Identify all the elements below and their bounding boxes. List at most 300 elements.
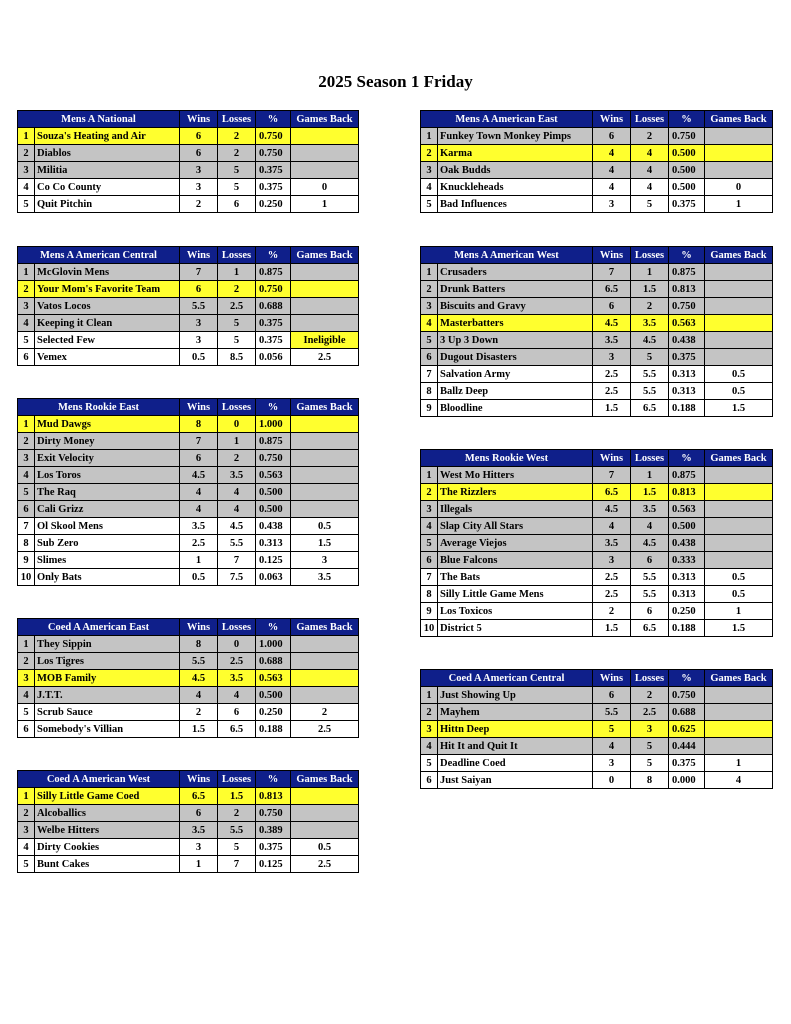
losses-cell: 7.5 bbox=[218, 569, 256, 586]
wins-cell: 6 bbox=[180, 805, 218, 822]
games-back-header: Games Back bbox=[705, 670, 773, 687]
table-row bbox=[421, 162, 773, 179]
pct-cell: 0.750 bbox=[669, 298, 705, 315]
table-row bbox=[421, 196, 773, 213]
games-back-header: Games Back bbox=[705, 247, 773, 264]
losses-cell: 6 bbox=[218, 704, 256, 721]
games-back-cell bbox=[291, 805, 359, 822]
wins-cell: 0.5 bbox=[180, 349, 218, 366]
pct-cell: 0.813 bbox=[256, 788, 291, 805]
standings-table-coed-a-american-west bbox=[17, 770, 359, 873]
table-row bbox=[421, 552, 773, 569]
team-name-cell: Just Saiyan bbox=[438, 772, 593, 789]
pct-cell: 0.750 bbox=[256, 145, 291, 162]
table-row bbox=[18, 281, 359, 298]
wins-cell: 2.5 bbox=[593, 586, 631, 603]
rank-cell: 8 bbox=[18, 535, 35, 552]
table-row bbox=[18, 162, 359, 179]
standings-table-mens-a-american-west bbox=[420, 246, 773, 417]
games-back-cell bbox=[705, 281, 773, 298]
wins-cell: 5.5 bbox=[180, 653, 218, 670]
losses-cell: 5.5 bbox=[631, 569, 669, 586]
games-back-header: Games Back bbox=[705, 450, 773, 467]
division-name: Mens Rookie East bbox=[18, 399, 180, 416]
table-row bbox=[421, 755, 773, 772]
team-name-cell: Welbe Hitters bbox=[35, 822, 180, 839]
pct-cell: 0.438 bbox=[669, 332, 705, 349]
table-row bbox=[421, 298, 773, 315]
team-name-cell: 3 Up 3 Down bbox=[438, 332, 593, 349]
wins-header: Wins bbox=[593, 247, 631, 264]
wins-cell: 5.5 bbox=[593, 704, 631, 721]
pct-cell: 0.313 bbox=[669, 366, 705, 383]
games-back-cell bbox=[291, 298, 359, 315]
wins-cell: 2.5 bbox=[593, 383, 631, 400]
team-name-cell: Just Showing Up bbox=[438, 687, 593, 704]
rank-cell: 2 bbox=[421, 145, 438, 162]
games-back-cell bbox=[291, 670, 359, 687]
team-name-cell: Your Mom's Favorite Team bbox=[35, 281, 180, 298]
table-row bbox=[421, 620, 773, 637]
games-back-cell: 0 bbox=[291, 179, 359, 196]
wins-header: Wins bbox=[593, 670, 631, 687]
pct-cell: 1.000 bbox=[256, 416, 291, 433]
wins-cell: 3.5 bbox=[180, 822, 218, 839]
games-back-cell bbox=[291, 450, 359, 467]
games-back-cell bbox=[705, 298, 773, 315]
table-row bbox=[18, 636, 359, 653]
wins-cell: 6.5 bbox=[180, 788, 218, 805]
losses-cell: 5 bbox=[218, 179, 256, 196]
pct-cell: 0.500 bbox=[256, 501, 291, 518]
rank-cell: 1 bbox=[421, 467, 438, 484]
wins-cell: 6 bbox=[180, 450, 218, 467]
pct-cell: 0.375 bbox=[256, 315, 291, 332]
losses-header: Losses bbox=[631, 111, 669, 128]
losses-cell: 2 bbox=[218, 450, 256, 467]
pct-header: % bbox=[256, 399, 291, 416]
rank-cell: 4 bbox=[18, 467, 35, 484]
table-row bbox=[18, 653, 359, 670]
wins-cell: 6 bbox=[593, 298, 631, 315]
team-name-cell: The Raq bbox=[35, 484, 180, 501]
rank-cell: 4 bbox=[18, 839, 35, 856]
rank-cell: 2 bbox=[421, 484, 438, 501]
losses-cell: 6.5 bbox=[631, 620, 669, 637]
rank-cell: 2 bbox=[421, 281, 438, 298]
team-name-cell: Mayhem bbox=[438, 704, 593, 721]
table-row bbox=[421, 687, 773, 704]
rank-cell: 6 bbox=[421, 552, 438, 569]
wins-cell: 8 bbox=[180, 416, 218, 433]
losses-cell: 6.5 bbox=[218, 721, 256, 738]
rank-cell: 2 bbox=[18, 433, 35, 450]
losses-cell: 1 bbox=[631, 264, 669, 281]
pct-header: % bbox=[669, 450, 705, 467]
losses-cell: 2 bbox=[631, 128, 669, 145]
losses-cell: 4 bbox=[631, 518, 669, 535]
games-back-cell bbox=[291, 484, 359, 501]
games-back-cell: 3.5 bbox=[291, 569, 359, 586]
pct-cell: 0.438 bbox=[256, 518, 291, 535]
losses-cell: 3.5 bbox=[218, 670, 256, 687]
losses-cell: 1.5 bbox=[218, 788, 256, 805]
losses-cell: 5 bbox=[218, 162, 256, 179]
games-back-cell bbox=[705, 315, 773, 332]
wins-cell: 4 bbox=[180, 687, 218, 704]
team-name-cell: Average Viejos bbox=[438, 535, 593, 552]
pct-cell: 0.125 bbox=[256, 856, 291, 873]
table-row bbox=[421, 128, 773, 145]
games-back-cell bbox=[291, 315, 359, 332]
games-back-header: Games Back bbox=[291, 247, 359, 264]
losses-cell: 4 bbox=[631, 162, 669, 179]
wins-cell: 0 bbox=[593, 772, 631, 789]
team-name-cell: They Sippin bbox=[35, 636, 180, 653]
wins-cell: 7 bbox=[180, 433, 218, 450]
table-row bbox=[18, 670, 359, 687]
table-row bbox=[421, 400, 773, 417]
pct-cell: 0.750 bbox=[669, 128, 705, 145]
pct-cell: 0.563 bbox=[669, 315, 705, 332]
games-back-cell: 1 bbox=[705, 755, 773, 772]
games-back-cell bbox=[705, 332, 773, 349]
rank-cell: 1 bbox=[18, 264, 35, 281]
wins-cell: 6.5 bbox=[593, 281, 631, 298]
losses-cell: 6 bbox=[631, 603, 669, 620]
losses-header: Losses bbox=[631, 670, 669, 687]
rank-cell: 6 bbox=[421, 772, 438, 789]
rank-cell: 2 bbox=[18, 281, 35, 298]
losses-cell: 5.5 bbox=[218, 822, 256, 839]
games-back-cell bbox=[291, 433, 359, 450]
team-name-cell: Mud Dawgs bbox=[35, 416, 180, 433]
rank-cell: 3 bbox=[18, 822, 35, 839]
games-back-cell: 2.5 bbox=[291, 721, 359, 738]
division-name: Mens Rookie West bbox=[421, 450, 593, 467]
losses-cell: 5 bbox=[218, 839, 256, 856]
pct-header: % bbox=[256, 247, 291, 264]
rank-cell: 9 bbox=[421, 603, 438, 620]
wins-cell: 3 bbox=[180, 332, 218, 349]
losses-header: Losses bbox=[218, 111, 256, 128]
team-name-cell: Funkey Town Monkey Pimps bbox=[438, 128, 593, 145]
losses-cell: 2 bbox=[218, 281, 256, 298]
wins-cell: 2.5 bbox=[180, 535, 218, 552]
rank-cell: 1 bbox=[421, 264, 438, 281]
rank-cell: 4 bbox=[421, 518, 438, 535]
wins-cell: 4 bbox=[593, 145, 631, 162]
losses-header: Losses bbox=[631, 450, 669, 467]
wins-header: Wins bbox=[180, 619, 218, 636]
wins-cell: 4 bbox=[593, 518, 631, 535]
team-name-cell: Dugout Disasters bbox=[438, 349, 593, 366]
pct-cell: 0.563 bbox=[669, 501, 705, 518]
losses-cell: 8 bbox=[631, 772, 669, 789]
team-name-cell: McGlovin Mens bbox=[35, 264, 180, 281]
rank-cell: 1 bbox=[18, 416, 35, 433]
table-row bbox=[18, 822, 359, 839]
table-row bbox=[18, 349, 359, 366]
division-name: Mens A National bbox=[18, 111, 180, 128]
rank-cell: 5 bbox=[18, 856, 35, 873]
losses-cell: 3.5 bbox=[218, 467, 256, 484]
table-row bbox=[18, 552, 359, 569]
wins-header: Wins bbox=[180, 771, 218, 788]
rank-cell: 3 bbox=[18, 298, 35, 315]
losses-cell: 5 bbox=[631, 196, 669, 213]
table-header-row bbox=[18, 619, 359, 636]
losses-header: Losses bbox=[218, 247, 256, 264]
team-name-cell: Ol Skool Mens bbox=[35, 518, 180, 535]
games-back-cell: 1 bbox=[705, 603, 773, 620]
team-name-cell: Blue Falcons bbox=[438, 552, 593, 569]
team-name-cell: Biscuits and Gravy bbox=[438, 298, 593, 315]
team-name-cell: The Rizzlers bbox=[438, 484, 593, 501]
team-name-cell: Los Tigres bbox=[35, 653, 180, 670]
team-name-cell: Dirty Cookies bbox=[35, 839, 180, 856]
games-back-cell bbox=[705, 264, 773, 281]
table-row bbox=[421, 484, 773, 501]
games-back-cell bbox=[291, 687, 359, 704]
table-header-row bbox=[18, 771, 359, 788]
table-row bbox=[18, 501, 359, 518]
rank-cell: 2 bbox=[18, 805, 35, 822]
rank-cell: 1 bbox=[18, 636, 35, 653]
games-back-cell bbox=[291, 145, 359, 162]
games-back-cell bbox=[705, 704, 773, 721]
wins-cell: 6 bbox=[180, 128, 218, 145]
rank-cell: 6 bbox=[18, 721, 35, 738]
team-name-cell: Crusaders bbox=[438, 264, 593, 281]
wins-cell: 0.5 bbox=[180, 569, 218, 586]
team-name-cell: Illegals bbox=[438, 501, 593, 518]
table-row bbox=[18, 179, 359, 196]
wins-cell: 4 bbox=[180, 484, 218, 501]
pct-cell: 0.688 bbox=[256, 653, 291, 670]
losses-cell: 1 bbox=[218, 433, 256, 450]
losses-cell: 2 bbox=[218, 145, 256, 162]
team-name-cell: Hittn Deep bbox=[438, 721, 593, 738]
games-back-cell bbox=[705, 349, 773, 366]
team-name-cell: Deadline Coed bbox=[438, 755, 593, 772]
team-name-cell: Karma bbox=[438, 145, 593, 162]
pct-cell: 0.688 bbox=[669, 704, 705, 721]
table-row bbox=[421, 738, 773, 755]
pct-cell: 0.375 bbox=[669, 196, 705, 213]
team-name-cell: Salvation Army bbox=[438, 366, 593, 383]
games-back-cell bbox=[291, 653, 359, 670]
table-row bbox=[421, 603, 773, 620]
losses-cell: 5 bbox=[631, 755, 669, 772]
table-row bbox=[18, 704, 359, 721]
team-name-cell: Bunt Cakes bbox=[35, 856, 180, 873]
rank-cell: 2 bbox=[421, 704, 438, 721]
team-name-cell: West Mo Hitters bbox=[438, 467, 593, 484]
losses-cell: 1 bbox=[631, 467, 669, 484]
table-row bbox=[421, 586, 773, 603]
table-row bbox=[18, 298, 359, 315]
losses-cell: 4.5 bbox=[631, 332, 669, 349]
games-back-cell bbox=[705, 484, 773, 501]
rank-cell: 6 bbox=[421, 349, 438, 366]
pct-cell: 0.750 bbox=[256, 281, 291, 298]
rank-cell: 5 bbox=[421, 332, 438, 349]
losses-cell: 2.5 bbox=[218, 653, 256, 670]
losses-cell: 6.5 bbox=[631, 400, 669, 417]
wins-cell: 6 bbox=[180, 281, 218, 298]
wins-cell: 7 bbox=[593, 264, 631, 281]
standings-table-mens-rookie-west bbox=[420, 449, 773, 637]
rank-cell: 4 bbox=[18, 179, 35, 196]
losses-cell: 5 bbox=[218, 315, 256, 332]
team-name-cell: Only Bats bbox=[35, 569, 180, 586]
team-name-cell: MOB Family bbox=[35, 670, 180, 687]
wins-cell: 4.5 bbox=[593, 315, 631, 332]
games-back-cell bbox=[705, 687, 773, 704]
losses-cell: 4 bbox=[631, 179, 669, 196]
table-row bbox=[421, 366, 773, 383]
pct-cell: 0.313 bbox=[669, 569, 705, 586]
games-back-cell: 0.5 bbox=[705, 569, 773, 586]
rank-cell: 2 bbox=[18, 653, 35, 670]
wins-cell: 5.5 bbox=[180, 298, 218, 315]
wins-cell: 3 bbox=[180, 179, 218, 196]
games-back-cell bbox=[705, 535, 773, 552]
table-row bbox=[18, 721, 359, 738]
losses-cell: 5.5 bbox=[631, 383, 669, 400]
games-back-cell bbox=[705, 721, 773, 738]
games-back-cell: 0.5 bbox=[705, 586, 773, 603]
table-row bbox=[421, 518, 773, 535]
games-back-header: Games Back bbox=[291, 771, 359, 788]
table-row bbox=[421, 315, 773, 332]
pct-cell: 0.375 bbox=[256, 332, 291, 349]
table-row bbox=[421, 772, 773, 789]
rank-cell: 7 bbox=[421, 366, 438, 383]
rank-cell: 7 bbox=[18, 518, 35, 535]
team-name-cell: Co Co County bbox=[35, 179, 180, 196]
rank-cell: 5 bbox=[18, 484, 35, 501]
rank-cell: 4 bbox=[421, 315, 438, 332]
wins-cell: 2 bbox=[180, 704, 218, 721]
team-name-cell: The Bats bbox=[438, 569, 593, 586]
team-name-cell: Ballz Deep bbox=[438, 383, 593, 400]
pct-header: % bbox=[256, 619, 291, 636]
rank-cell: 6 bbox=[18, 349, 35, 366]
losses-header: Losses bbox=[218, 399, 256, 416]
losses-cell: 0 bbox=[218, 416, 256, 433]
rank-cell: 1 bbox=[421, 128, 438, 145]
rank-cell: 4 bbox=[421, 738, 438, 755]
table-row bbox=[421, 535, 773, 552]
table-row bbox=[421, 332, 773, 349]
table-row bbox=[18, 128, 359, 145]
games-back-cell bbox=[705, 145, 773, 162]
losses-cell: 4 bbox=[218, 501, 256, 518]
wins-cell: 4.5 bbox=[593, 501, 631, 518]
losses-cell: 1.5 bbox=[631, 281, 669, 298]
pct-cell: 0.750 bbox=[256, 805, 291, 822]
games-back-cell bbox=[705, 501, 773, 518]
games-back-cell bbox=[291, 416, 359, 433]
pct-cell: 0.875 bbox=[256, 264, 291, 281]
wins-cell: 6 bbox=[180, 145, 218, 162]
table-row bbox=[18, 196, 359, 213]
games-back-cell bbox=[291, 281, 359, 298]
rank-cell: 3 bbox=[421, 298, 438, 315]
pct-header: % bbox=[669, 111, 705, 128]
pct-cell: 0.875 bbox=[256, 433, 291, 450]
rank-cell: 8 bbox=[421, 383, 438, 400]
games-back-cell: 1.5 bbox=[705, 620, 773, 637]
pct-cell: 0.375 bbox=[669, 349, 705, 366]
pct-cell: 0.188 bbox=[256, 721, 291, 738]
team-name-cell: Quit Pitchin bbox=[35, 196, 180, 213]
team-name-cell: Silly Little Game Coed bbox=[35, 788, 180, 805]
table-header-row bbox=[18, 111, 359, 128]
team-name-cell: Slimes bbox=[35, 552, 180, 569]
losses-cell: 5 bbox=[631, 349, 669, 366]
wins-cell: 3 bbox=[593, 349, 631, 366]
losses-cell: 6 bbox=[218, 196, 256, 213]
division-name: Coed A American Central bbox=[421, 670, 593, 687]
losses-cell: 1 bbox=[218, 264, 256, 281]
games-back-cell bbox=[291, 822, 359, 839]
wins-cell: 4 bbox=[593, 162, 631, 179]
wins-cell: 1 bbox=[180, 856, 218, 873]
team-name-cell: Vatos Locos bbox=[35, 298, 180, 315]
team-name-cell: Knuckleheads bbox=[438, 179, 593, 196]
table-header-row bbox=[421, 670, 773, 687]
losses-cell: 4 bbox=[218, 484, 256, 501]
games-back-cell: 1.5 bbox=[705, 400, 773, 417]
table-row bbox=[421, 467, 773, 484]
team-name-cell: Silly Little Game Mens bbox=[438, 586, 593, 603]
team-name-cell: Alcoballics bbox=[35, 805, 180, 822]
table-row bbox=[18, 805, 359, 822]
team-name-cell: Dirty Money bbox=[35, 433, 180, 450]
games-back-cell: 2.5 bbox=[291, 856, 359, 873]
wins-cell: 1.5 bbox=[180, 721, 218, 738]
table-row bbox=[421, 569, 773, 586]
pct-cell: 0.375 bbox=[669, 755, 705, 772]
wins-cell: 6 bbox=[593, 128, 631, 145]
games-back-cell: 0.5 bbox=[291, 518, 359, 535]
games-back-cell: 2 bbox=[291, 704, 359, 721]
team-name-cell: Bad Influences bbox=[438, 196, 593, 213]
games-back-cell: 0.5 bbox=[705, 366, 773, 383]
games-back-cell: 0.5 bbox=[291, 839, 359, 856]
losses-cell: 3.5 bbox=[631, 501, 669, 518]
pct-cell: 0.313 bbox=[669, 586, 705, 603]
games-back-cell: 0.5 bbox=[705, 383, 773, 400]
wins-cell: 6.5 bbox=[593, 484, 631, 501]
pct-cell: 0.375 bbox=[256, 162, 291, 179]
pct-cell: 0.750 bbox=[256, 450, 291, 467]
table-row bbox=[18, 535, 359, 552]
rank-cell: 10 bbox=[18, 569, 35, 586]
games-back-header: Games Back bbox=[291, 619, 359, 636]
pct-cell: 0.563 bbox=[256, 467, 291, 484]
table-row bbox=[18, 433, 359, 450]
games-back-header: Games Back bbox=[291, 399, 359, 416]
table-row bbox=[421, 349, 773, 366]
standings-table-coed-a-american-central bbox=[420, 669, 773, 789]
games-back-cell bbox=[705, 467, 773, 484]
wins-cell: 1.5 bbox=[593, 400, 631, 417]
standings-table-mens-a-american-central bbox=[17, 246, 359, 366]
